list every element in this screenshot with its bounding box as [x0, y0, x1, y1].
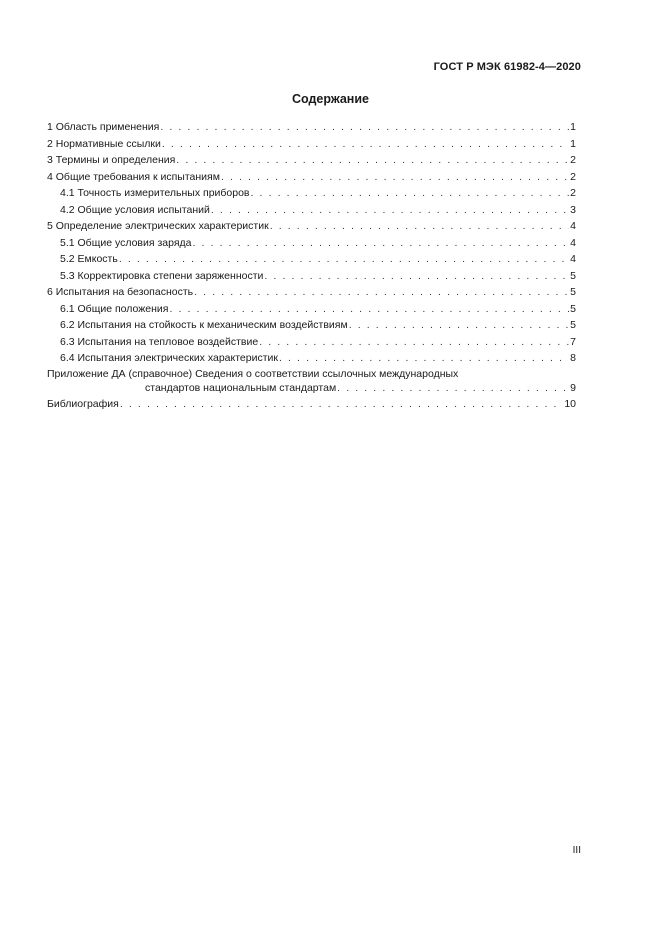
toc-entry-label: 4.1 Точность измерительных приборов	[60, 187, 250, 199]
toc-entry-page: 4	[570, 253, 576, 265]
toc-leader-dots	[194, 284, 569, 301]
toc-leader-dots	[162, 136, 569, 153]
toc-entry-page: 3	[570, 203, 576, 216]
toc-entry-label: 6.2 Испытания на стойкость к механическим воздействиям	[60, 319, 348, 331]
toc-entry-label: 3 Термины и определения	[47, 154, 176, 166]
toc-entry-label: 5.3 Корректировка степени заряженности	[60, 269, 264, 282]
toc-entry-page: 5	[570, 302, 576, 315]
toc-entry-label: 6.4 Испытания электрических характеристик	[60, 352, 278, 364]
toc-entry-6-1[interactable]	[47, 301, 576, 318]
toc-entry-page: 9	[570, 381, 576, 394]
toc-leader-dots	[211, 202, 569, 219]
toc-leader-dots	[193, 235, 570, 252]
toc-entry-label: 6.3 Испытания на тепловое воздействие	[60, 335, 259, 348]
page-title: Содержание	[291, 92, 369, 106]
toc-entry-page: 1	[570, 137, 576, 150]
toc-entry-page: 7	[570, 335, 576, 348]
toc-entry-label: Библиография	[47, 397, 119, 410]
toc-entry-2[interactable]	[47, 136, 576, 153]
toc-leader-dots	[337, 381, 569, 396]
toc-entry-6[interactable]	[47, 284, 576, 301]
toc-entry-appendix[interactable]	[47, 367, 576, 396]
toc-entry-label: 4.2 Общие условия испытаний	[60, 203, 210, 216]
toc-entry-4[interactable]	[47, 169, 576, 186]
toc-entry-1[interactable]	[47, 119, 576, 136]
toc-leader-dots	[160, 119, 569, 136]
toc-entry-3[interactable]	[47, 152, 576, 169]
toc-leader-dots	[176, 152, 569, 169]
toc-leader-dots	[120, 396, 563, 413]
toc-leader-dots	[169, 301, 569, 318]
toc-entry-page: 4	[570, 220, 576, 232]
toc-entry-5[interactable]	[47, 218, 576, 235]
toc-entry-4-2[interactable]	[47, 202, 576, 219]
toc-entry-label: 5 Определение электрических характеристик	[47, 220, 269, 232]
toc-entry-5-1[interactable]	[47, 235, 576, 252]
toc-appendix-line1: Приложение ДА (справочное) Сведения о соответствии ссылочных международных	[47, 367, 459, 380]
toc-leader-dots	[251, 185, 570, 202]
toc-entry-page: 8	[570, 352, 576, 364]
toc-entry-page: 2	[570, 170, 576, 183]
toc-entry-page: 2	[570, 154, 576, 166]
toc-entry-5-3[interactable]	[47, 268, 576, 285]
toc-leader-dots	[270, 218, 569, 235]
toc-entry-page: 2	[570, 187, 576, 199]
toc-leader-dots	[279, 350, 569, 367]
toc-entry-bibliography[interactable]	[47, 396, 576, 413]
document-header: ГОСТ Р МЭК 61982-4—2020	[433, 61, 581, 73]
toc-entry-6-3[interactable]	[47, 334, 576, 351]
toc-entry-label: 6 Испытания на безопасность	[47, 286, 194, 298]
toc-entry-page: 10	[564, 397, 576, 410]
toc-entry-4-1[interactable]	[47, 185, 576, 202]
toc-leader-dots	[349, 317, 569, 334]
page-number: III	[572, 845, 581, 856]
toc-appendix-line2: стандартов национальным стандартам	[145, 381, 337, 394]
toc-entry-6-2[interactable]	[47, 317, 576, 334]
toc-entry-label: 5.1 Общие условия заряда	[60, 236, 192, 249]
toc-entry-label: 4 Общие требования к испытаниям	[47, 170, 220, 183]
toc-entry-5-2[interactable]	[47, 251, 576, 268]
toc-entry-label: 5.2 Емкость	[60, 253, 118, 265]
toc-entry-page: 1	[570, 121, 576, 133]
toc-entry-page: 5	[570, 286, 576, 298]
toc-leader-dots	[119, 251, 569, 268]
toc-leader-dots	[259, 334, 569, 351]
toc-leader-dots	[264, 268, 569, 285]
toc-entry-6-4[interactable]	[47, 350, 576, 367]
toc-entry-label: 2 Нормативные ссылки	[47, 137, 161, 150]
table-of-contents	[47, 119, 576, 412]
toc-appendix-line2-row	[47, 381, 576, 396]
toc-entry-page: 5	[570, 319, 576, 331]
toc-entry-label: 6.1 Общие положения	[60, 302, 169, 315]
toc-entry-label: 1 Область применения	[47, 121, 160, 133]
toc-entry-page: 5	[570, 269, 576, 282]
toc-entry-page: 4	[570, 236, 576, 249]
toc-leader-dots	[221, 169, 569, 186]
